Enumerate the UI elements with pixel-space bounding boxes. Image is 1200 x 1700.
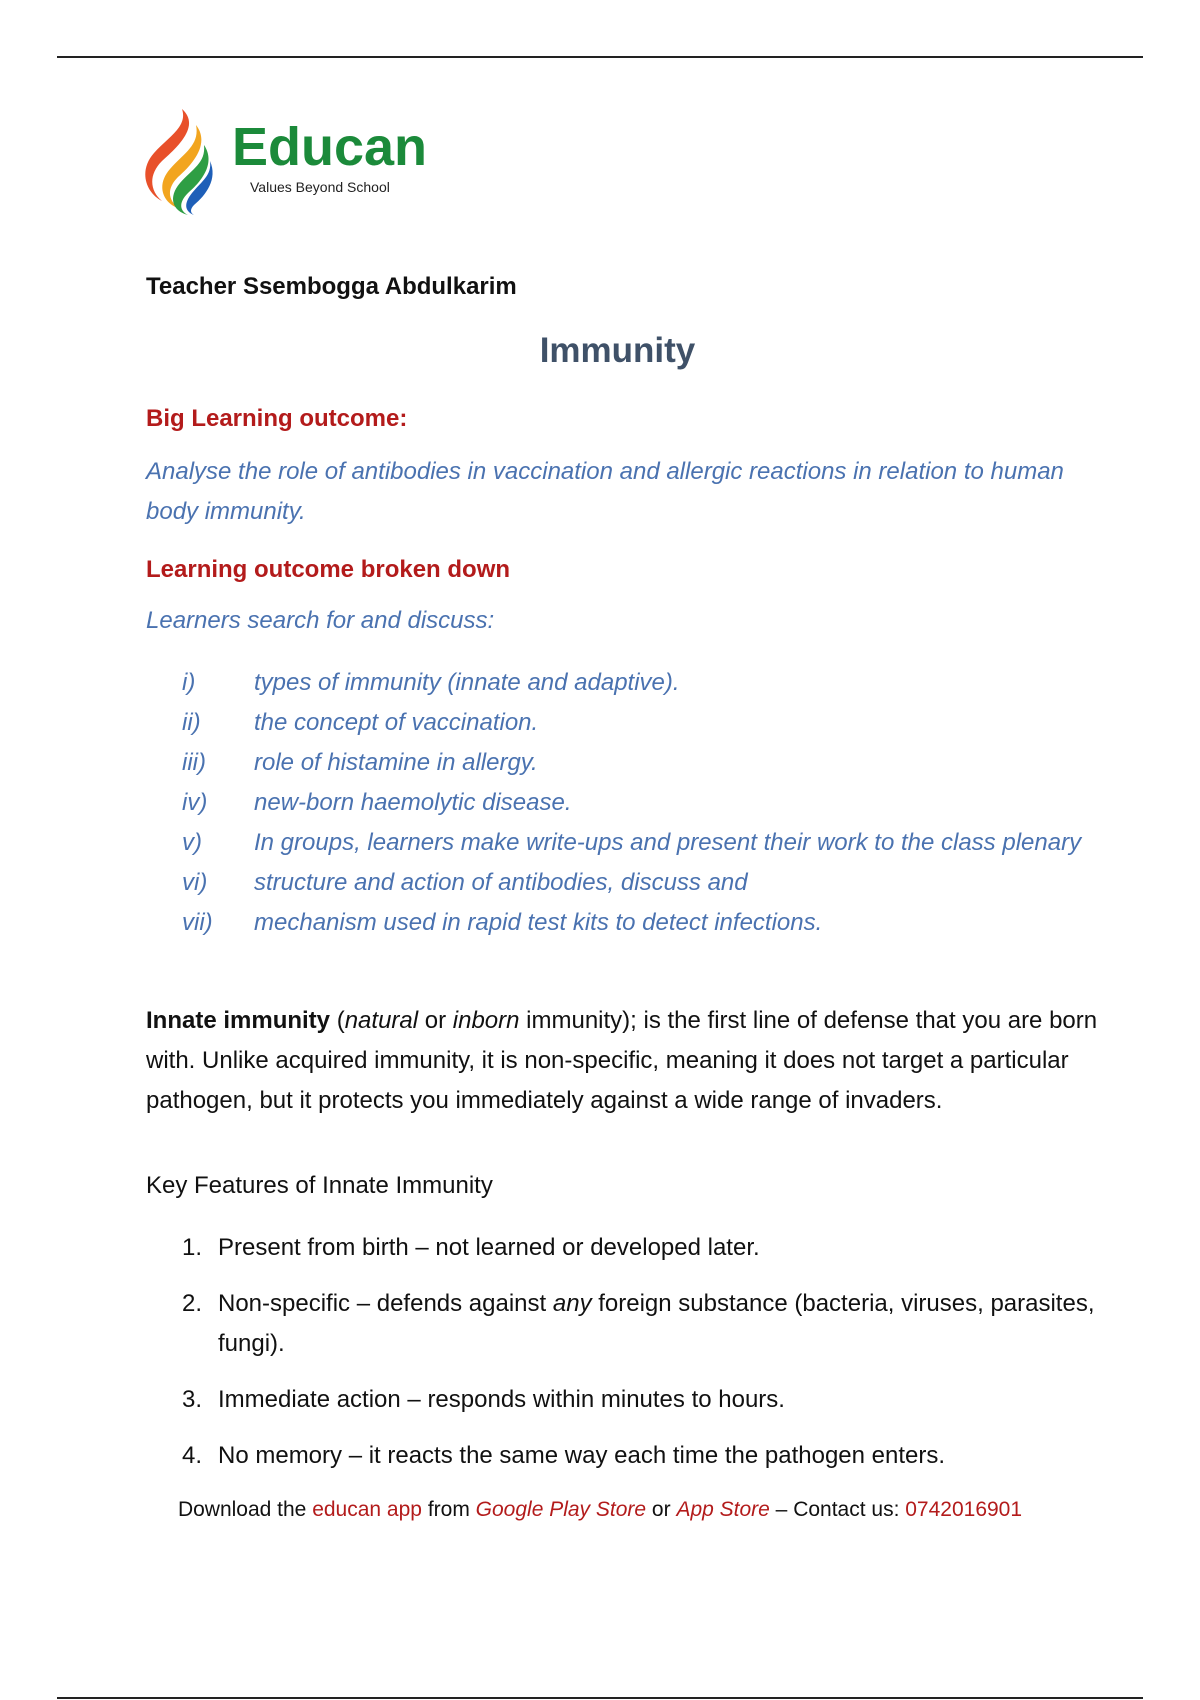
feature-text: Non-specific – defends against	[218, 1290, 553, 1317]
feature-number: 3.	[182, 1386, 203, 1413]
logo-wordmark: Educan	[232, 117, 428, 177]
list-number: iii)	[182, 749, 206, 776]
breakdown-intro: Learners search for and discuss:	[146, 607, 495, 634]
footer-text: or	[646, 1498, 677, 1521]
outcome-list	[146, 663, 1106, 943]
big-outcome-heading: Big Learning outcome:	[146, 405, 408, 432]
list-item	[146, 903, 1106, 943]
innate-term: Innate immunity	[146, 1007, 331, 1034]
teacher-name: Teacher Ssembogga Abdulkarim	[146, 273, 517, 300]
feature-item	[146, 1436, 1106, 1476]
feature-item	[146, 1284, 1106, 1364]
features-list	[146, 1228, 1106, 1492]
features-heading: Key Features of Innate Immunity	[146, 1172, 493, 1199]
google-play-link[interactable]: Google Play Store	[475, 1498, 647, 1521]
list-text: mechanism used in rapid test kits to detect infections.	[254, 909, 823, 936]
list-number: v)	[182, 829, 202, 856]
list-text: the concept of vaccination.	[254, 709, 539, 736]
page-title: Immunity	[539, 331, 696, 370]
list-number: iv)	[182, 789, 208, 816]
feature-item	[146, 1380, 1106, 1420]
feature-number: 1.	[182, 1234, 203, 1261]
footer-text: – Contact us:	[769, 1498, 906, 1521]
list-item	[146, 743, 1106, 783]
inborn-word: inborn	[452, 1007, 520, 1034]
list-item	[146, 783, 1106, 823]
list-text: role of histamine in allergy.	[254, 749, 538, 776]
footer-contact	[0, 1497, 1200, 1522]
educan-app-link[interactable]: educan app	[312, 1498, 422, 1521]
text-run: (	[330, 1007, 345, 1034]
text-run: immunity); is the first line of defense that you are born with. Unlike acquired immunity, it is non-specific, meaning it does not target a particular pathogen, but it protects you immediately against a wide range of invaders.	[146, 1007, 1098, 1114]
feature-text: Immediate action – responds within minutes to hours.	[218, 1386, 785, 1413]
list-item	[146, 663, 1106, 703]
footer-text: Download the	[177, 1498, 313, 1521]
top-rule	[57, 56, 1143, 58]
text-run: or	[418, 1007, 453, 1034]
list-item	[146, 863, 1106, 903]
flame-icon	[140, 105, 220, 215]
list-number: vii)	[182, 909, 213, 936]
feature-number: 4.	[182, 1442, 203, 1469]
list-number: ii)	[182, 709, 201, 736]
list-text: types of immunity (innate and adaptive).	[254, 669, 680, 696]
feature-text: foreign substance (bacteria, viruses, parasites, fungi).	[218, 1290, 1095, 1357]
list-text: structure and action of antibodies, discuss and	[254, 869, 748, 896]
educan-logo	[140, 105, 460, 215]
contact-phone[interactable]: 0742016901	[905, 1498, 1023, 1521]
list-text: new-born haemolytic disease.	[254, 789, 572, 816]
feature-number: 2.	[182, 1290, 203, 1317]
logo-tagline: Values Beyond School	[250, 179, 390, 195]
feature-emphasis: any	[552, 1290, 592, 1317]
bottom-rule	[57, 1697, 1143, 1699]
list-item	[146, 703, 1106, 743]
innate-immunity-paragraph	[146, 1001, 1106, 1121]
footer-text: from	[421, 1498, 476, 1521]
natural-word: natural	[344, 1007, 419, 1034]
app-store-link[interactable]: App Store	[676, 1498, 770, 1521]
list-text: In groups, learners make write-ups and present their work to the class plenary	[254, 829, 1082, 856]
feature-text: Present from birth – not learned or developed later.	[218, 1234, 760, 1261]
list-item	[146, 823, 1106, 863]
big-outcome-text: Analyse the role of antibodies in vaccination and allergic reactions in relation to human body immunity.	[146, 458, 1064, 525]
feature-item	[146, 1228, 1106, 1268]
list-number: vi)	[182, 869, 208, 896]
breakdown-heading: Learning outcome broken down	[146, 556, 511, 583]
list-number: i)	[182, 669, 196, 696]
feature-text: No memory – it reacts the same way each time the pathogen enters.	[218, 1442, 946, 1469]
